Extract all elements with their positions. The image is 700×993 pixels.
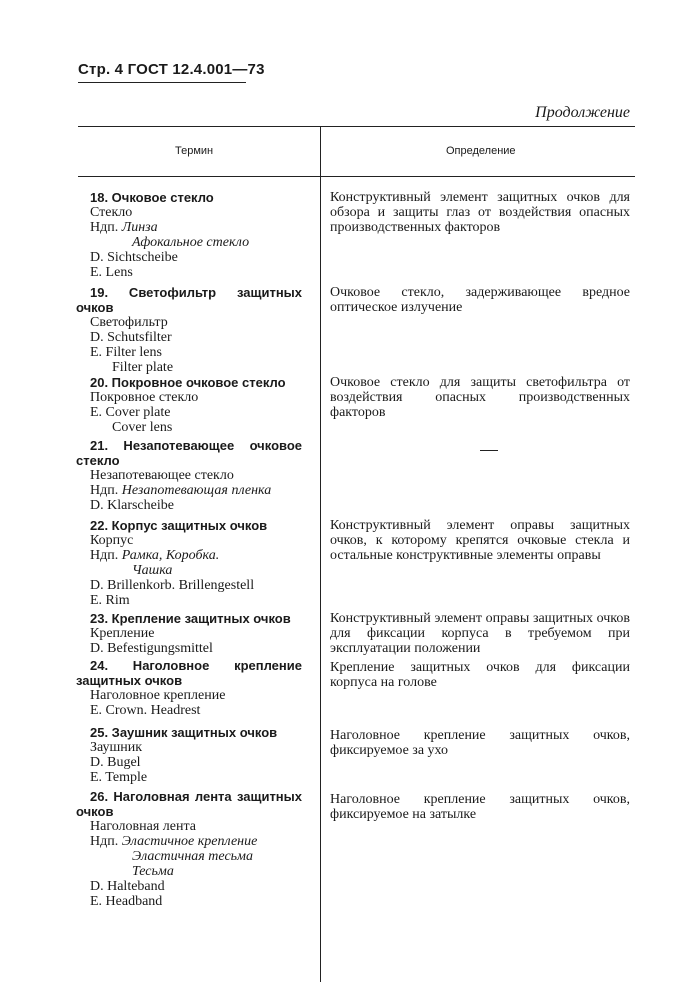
ndp-line — [90, 548, 312, 563]
foreign-term: Cover lens — [112, 420, 173, 435]
definition-24: Крепление защитных очков для фиксации корпуса на голове — [330, 660, 630, 690]
term-entry-25 — [90, 725, 312, 785]
term-name: 23. Крепление защитных очков — [90, 611, 291, 626]
term-short: Покровное стекло — [90, 390, 199, 405]
definition-25: Наголовное крепление защитных очков, фиксируемое за ухо — [330, 728, 630, 758]
foreign-term: D. Halteband — [90, 879, 165, 894]
term-entry-19 — [76, 285, 312, 375]
ndp-term: Тесьма — [132, 864, 174, 879]
header-underline — [78, 82, 246, 83]
term-short: Корпус — [90, 533, 134, 548]
term-name: 25. Заушник защитных очков — [90, 725, 278, 740]
ndp-label: Ндп. — [90, 834, 119, 849]
term-name: 24. Наголовное крепление защитных очков — [76, 658, 302, 688]
foreign-term: D. Befestigungsmittel — [90, 641, 213, 656]
term-name: 26. Наголовная лента защитных очков — [76, 789, 302, 819]
term-name: 22. Корпус защитных очков — [90, 518, 268, 533]
foreign-term: E. Temple — [90, 770, 148, 785]
ndp-term: Незапотевающая пленка — [121, 483, 272, 498]
foreign-term: E. Filter lens — [90, 345, 162, 360]
ndp-label: Ндп. — [90, 483, 119, 498]
ndp-term: Эластичное крепление — [121, 834, 258, 849]
term-entry-22 — [90, 518, 312, 608]
foreign-term: D. Klarscheibe — [90, 498, 174, 513]
term-name: 18. Очковое стекло — [90, 190, 214, 205]
term-entry-20 — [90, 375, 312, 435]
term-entry-26 — [76, 789, 312, 909]
term-short: Заушник — [90, 740, 143, 755]
continuation-label: Продолжение — [535, 104, 630, 121]
ndp-term: Афокальное стекло — [132, 235, 250, 250]
foreign-term: D. Sichtscheibe — [90, 250, 178, 265]
ndp-term: Чашка — [132, 563, 173, 578]
table-top-rule — [78, 126, 635, 127]
foreign-term: D. Bugel — [90, 755, 141, 770]
foreign-term: E. Lens — [90, 265, 133, 280]
ndp-label: Ндп. — [90, 220, 119, 235]
ndp-term: Линза — [121, 220, 158, 235]
definition-22: Конструктивный элемент оправы защитных очков, к которому крепятся очковые стекла и остальные конструктивные элементы оправы — [330, 518, 630, 563]
term-short: Наголовная лента — [90, 819, 196, 834]
ndp-line — [90, 834, 312, 849]
column-header-definition: Определение — [446, 145, 516, 157]
term-name: 20. Покровное очковое стекло — [90, 375, 286, 390]
definition-19: Очковое стекло, задерживающее вредное оптическое излучение — [330, 285, 630, 315]
column-header-term: Термин — [175, 145, 214, 157]
definition-21-dash — [480, 450, 498, 451]
term-entry-18 — [90, 190, 312, 280]
foreign-term: E. Crown. Headrest — [90, 703, 201, 718]
foreign-term: E. Rim — [90, 593, 130, 608]
definition-26: Наголовное крепление защитных очков, фиксируемое на затылке — [330, 792, 630, 822]
term-name: 19. Светофильтр защитных очков — [76, 285, 302, 315]
term-entry-21 — [76, 438, 312, 513]
foreign-term: Filter plate — [112, 360, 174, 375]
term-short: Стекло — [90, 205, 133, 220]
ndp-term: Рамка, Коробка. — [121, 548, 220, 563]
term-entry-24 — [76, 658, 312, 718]
ndp-line — [90, 220, 312, 235]
term-entry-23 — [90, 611, 312, 656]
ndp-label: Ндп. — [90, 548, 119, 563]
ndp-line — [90, 483, 312, 498]
page-header — [78, 61, 265, 78]
definition-20: Очковое стекло для защиты светофильтра от воздействия опасных производственных факторов — [330, 375, 630, 420]
page-label: Стр. 4 — [78, 61, 124, 78]
term-short: Наголовное крепление — [90, 688, 226, 703]
term-short: Светофильтр — [90, 315, 168, 330]
ndp-term: Эластичная тесьма — [132, 849, 253, 864]
foreign-term: D. Schutsfilter — [90, 330, 172, 345]
standard-number: ГОСТ 12.4.001—73 — [127, 61, 265, 78]
term-short: Крепление — [90, 626, 155, 641]
foreign-term: D. Brillenkorb. Brillengestell — [90, 578, 255, 593]
definition-23: Конструктивный элемент оправы защитных очков для фиксации корпуса в требуемом при эксплуатации положении — [330, 611, 630, 656]
foreign-term: E. Headband — [90, 894, 163, 909]
term-short: Незапотевающее стекло — [90, 468, 234, 483]
term-name: 21. Незапотевающее очковое стекло — [76, 438, 302, 468]
table-header-rule — [78, 176, 635, 177]
column-divider — [320, 127, 321, 982]
definition-18: Конструктивный элемент защитных очков для обзора и защиты глаз от воздействия опасных производственных факторов — [330, 190, 630, 235]
foreign-term: E. Cover plate — [90, 405, 171, 420]
